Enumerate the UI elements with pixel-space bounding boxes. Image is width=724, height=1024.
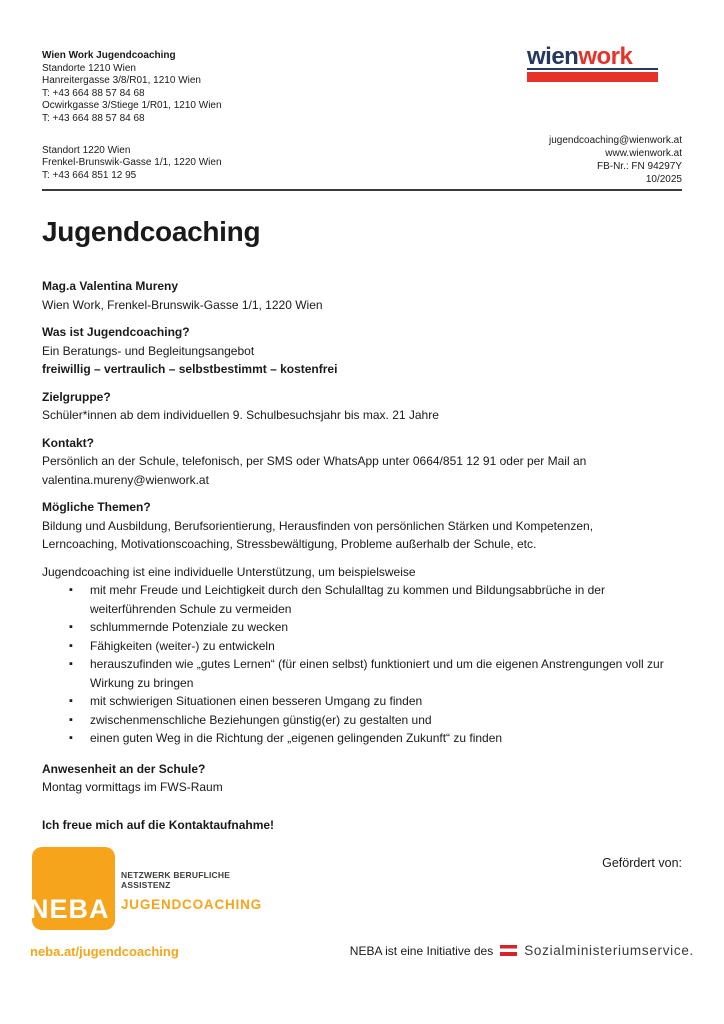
wienwork-logo-bar xyxy=(527,72,658,82)
header-date: 10/2025 xyxy=(645,174,682,185)
wienwork-logo-work: work xyxy=(578,43,633,70)
support-list-item: ▪ schlummernde Potenziale zu wecken xyxy=(42,618,682,637)
section-presence xyxy=(42,760,682,797)
contact-person-name: Mag.a Valentina Mureny xyxy=(42,279,179,293)
address-line: T: +43 664 88 57 84 68 xyxy=(42,87,145,99)
address-line: Standorte 1210 Wien xyxy=(42,62,136,74)
section-target-heading: Zielgruppe? xyxy=(42,389,111,404)
section-presence-line1: Montag vormittags im FWS-Raum xyxy=(42,780,223,794)
support-list-item: ▪ Fähigkeiten (weiter-) zu entwickeln xyxy=(42,637,682,656)
header-fb-number: FB-Nr.: FN 94297Y xyxy=(596,161,682,172)
support-list-item: ▪ mit schwierigen Situationen einen besseren Umgang zu finden xyxy=(42,692,682,711)
neba-subtitle-line1: NETZWERK BERUFLICHE xyxy=(121,870,231,880)
section-target-line1: Schüler*innen ab dem individuellen 9. Schulbesuchsjahr bis max. 21 Jahre xyxy=(42,408,439,422)
neba-program-label: JUGENDCOACHING xyxy=(121,897,262,912)
support-list-item: ▪ einen guten Weg in die Richtung der „eigenen gelingenden Zukunft“ zu finden xyxy=(42,729,682,748)
address-block-1220 xyxy=(42,145,222,183)
address-line: Ocwirkgasse 3/Stiege 1/R01, 1210 Wien xyxy=(42,100,222,112)
address-line: Hanreitergasse 3/8/R01, 1210 Wien xyxy=(42,75,201,87)
neba-url-link[interactable]: neba.at/jugendcoaching xyxy=(30,944,179,959)
neba-logo-text: NEBA xyxy=(29,894,110,924)
section-topics-line2: Lerncoaching, Motivationscoaching, Stressbewältigung, Probleme außerhalb der Schule, etc. xyxy=(42,537,537,551)
support-intro: Jugendcoaching ist eine individuelle Unterstützung, um beispielsweise xyxy=(42,564,416,579)
section-topics xyxy=(42,498,682,554)
wienwork-logo-wien: wien xyxy=(527,43,579,70)
section-contact-heading: Kontakt? xyxy=(42,435,94,450)
address-line: Frenkel-Brunswik-Gasse 1/1, 1220 Wien xyxy=(42,157,222,169)
section-what-heading: Was ist Jugendcoaching? xyxy=(42,325,190,339)
austrian-flag-icon xyxy=(500,945,517,956)
address-line: Standort 1220 Wien xyxy=(42,144,131,156)
footer-initiative xyxy=(350,943,694,958)
section-contact-line1: Persönlich an der Schule, telefonisch, per SMS oder WhatsApp unter 0664/851 12 91 oder per Mail an xyxy=(42,454,587,468)
wienwork-logo xyxy=(527,43,658,82)
address-block-1210 xyxy=(42,63,222,126)
header-address-block xyxy=(42,50,222,182)
document-body xyxy=(42,277,682,843)
section-what-line1: Ein Beratungs- und Begleitungsangebot xyxy=(42,343,255,358)
initiative-text: NEBA ist eine Initiative des xyxy=(349,943,494,958)
support-list xyxy=(42,581,682,748)
org-name: Wien Work Jugendcoaching xyxy=(42,50,176,61)
header-email-link[interactable]: jugendcoaching@wienwork.at xyxy=(548,135,682,146)
section-contact xyxy=(42,434,682,490)
section-target xyxy=(42,388,682,425)
neba-subtitle-line2: ASSISTENZ xyxy=(121,879,171,890)
neba-logo xyxy=(29,847,115,930)
neba-logo-subtitle xyxy=(121,871,262,912)
contact-person-block xyxy=(42,277,682,314)
section-topics-heading: Mögliche Themen? xyxy=(42,500,151,514)
closing-line: Ich freue mich auf die Kontaktaufnahme! xyxy=(42,817,275,832)
section-presence-heading: Anwesenheit an der Schule? xyxy=(42,761,206,776)
section-what xyxy=(42,323,682,379)
support-list-item: ▪ zwischenmenschliche Beziehungen günstig(er) zu gestalten und xyxy=(42,711,682,730)
contact-person-address: Wien Work, Frenkel-Brunswik-Gasse 1/1, 1220 Wien xyxy=(42,297,323,312)
header-divider xyxy=(42,189,682,191)
address-line: T: +43 664 851 12 95 xyxy=(42,169,137,181)
header-website-link[interactable]: www.wienwork.at xyxy=(605,148,682,159)
section-what-line2: freiwillig – vertraulich – selbstbestimmt – kostenfrei xyxy=(42,362,338,376)
page-title: Jugendcoaching xyxy=(42,216,261,247)
wienwork-logo-text xyxy=(527,43,658,70)
contact-email-link[interactable]: valentina.mureny@wienwork.at xyxy=(42,472,209,487)
section-topics-line1: Bildung und Ausbildung, Berufsorientierung, Herausfinden von persönlichen Stärken und Kompetenzen, xyxy=(42,518,594,533)
header-contact-block xyxy=(549,134,682,186)
ministry-name: Sozialministeriumservice. xyxy=(524,943,694,958)
support-list-item: ▪ herauszufinden wie „gutes Lernen“ (für einen selbst) funktioniert und um die eigenen Anstrengungen voll zur Wirkung zu bringen xyxy=(42,655,682,692)
support-list-item: ▪ mit mehr Freude und Leichtigkeit durch den Schulalltag zu kommen und Bildungsabbrüche in der weiterführenden Schule zu vermeiden xyxy=(42,581,682,618)
funded-by-label: Gefördert von: xyxy=(602,856,682,870)
address-line: T: +43 664 88 57 84 68 xyxy=(42,112,145,124)
